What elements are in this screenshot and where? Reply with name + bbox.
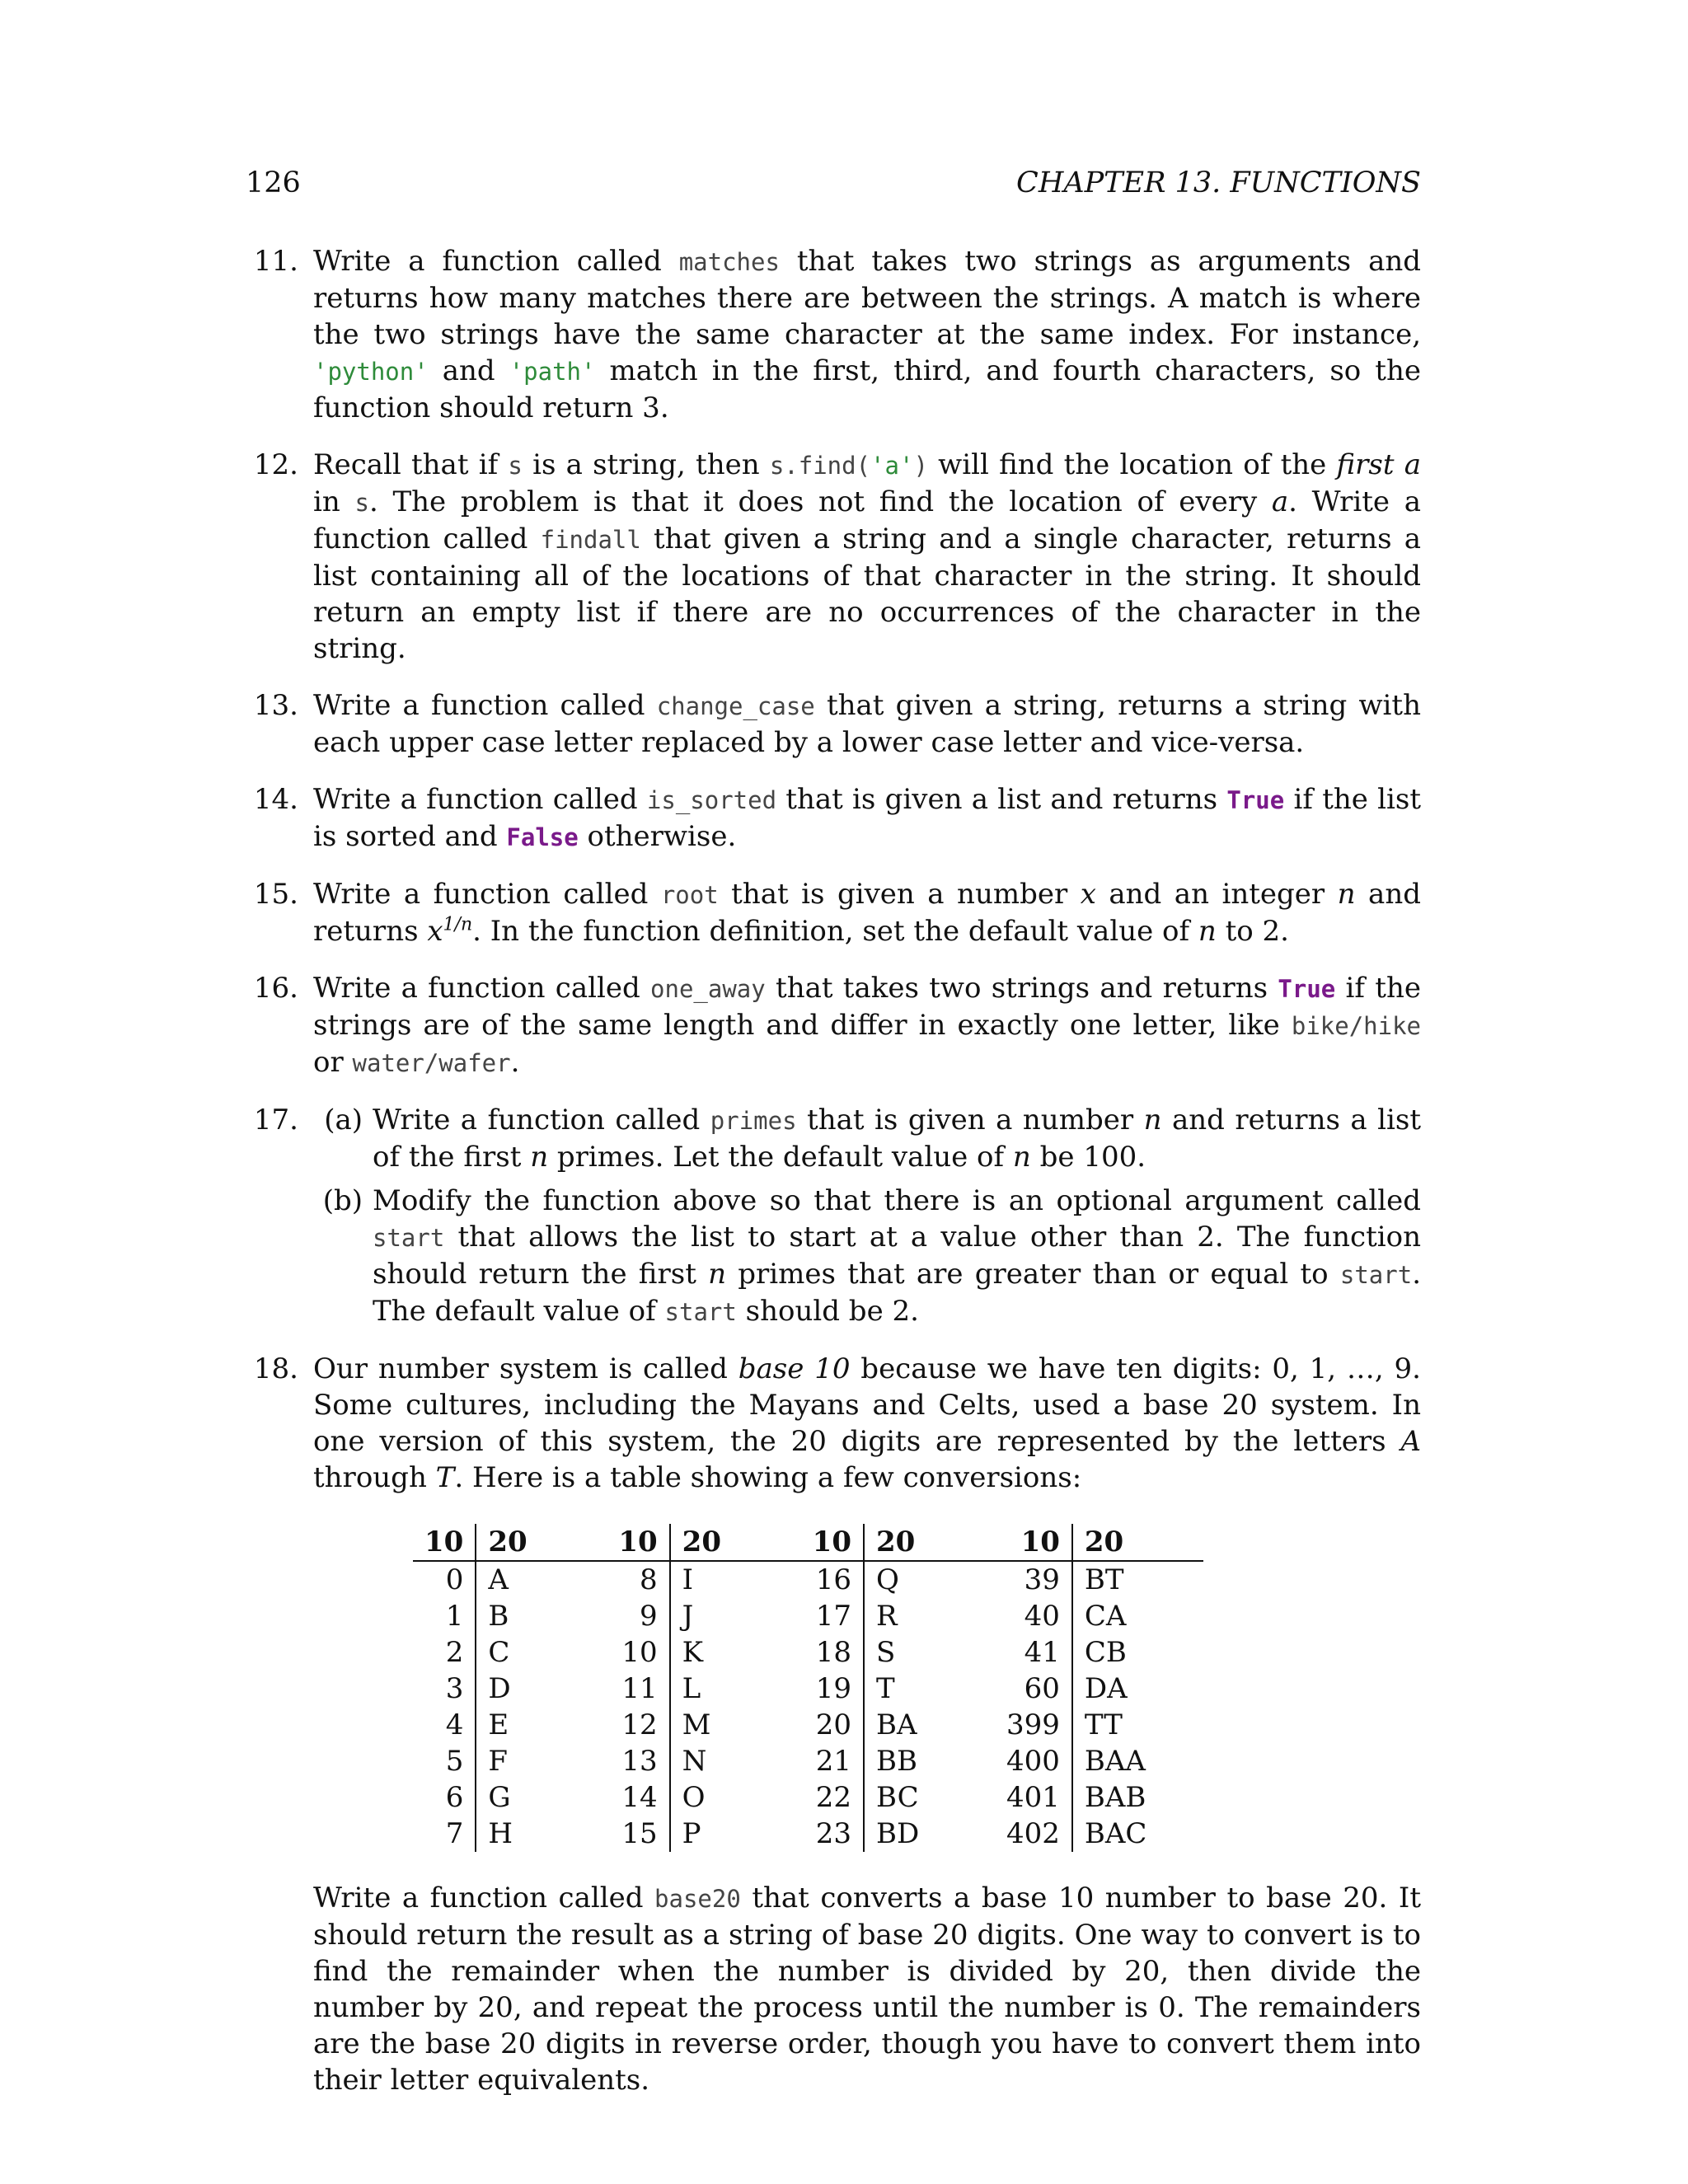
running-head (246, 166, 1421, 199)
table-cell: 60 (995, 1671, 1072, 1707)
exercise-text: . The default value of (373, 1258, 1421, 1328)
exercise-text: be 100. (1030, 1141, 1146, 1174)
emphasis: first a (1336, 448, 1421, 481)
exercise-number: 16. (253, 972, 298, 1005)
table-cell: BAB (1084, 1781, 1146, 1814)
code-one-away: one_away (650, 975, 766, 1003)
table-cell: 3 (413, 1671, 476, 1707)
exercise-text: that is given a number (718, 878, 1081, 911)
exercise-text: if the strings are of the same length and differ in exactly one letter, like (313, 972, 1421, 1042)
exercise-text: and returns (313, 878, 1421, 948)
exercise-17 (246, 1102, 1421, 1330)
exercise-18 (246, 1351, 1421, 2098)
exercise-text: and returns a list of the first (373, 1104, 1421, 1174)
keyword-false: False (506, 823, 579, 851)
exercise-text: Write a function called (313, 689, 657, 722)
table-row (413, 1743, 1203, 1779)
table-cell: G (488, 1781, 511, 1814)
exercise-text: Write a function called (313, 783, 647, 816)
exercise-15 (246, 876, 1421, 949)
exercise-number: 11. (253, 245, 298, 278)
table-cell: BA (875, 1708, 917, 1741)
table-cell: R (875, 1600, 898, 1633)
table-header: 20 (1072, 1524, 1203, 1561)
table-header: 20 (476, 1524, 607, 1561)
exercise-16 (246, 970, 1421, 1081)
table-header: 10 (607, 1524, 669, 1561)
exercise-text: Our number system is called (313, 1352, 738, 1385)
table-cell: 399 (995, 1707, 1072, 1743)
exercise-text: primes that are greater than or equal to (726, 1258, 1340, 1291)
table-cell: P (682, 1817, 701, 1850)
exercise-list (246, 243, 1421, 2119)
table-cell: 21 (801, 1743, 864, 1779)
table-cell: 23 (801, 1816, 864, 1852)
table-cell: 14 (607, 1779, 669, 1816)
exercise-text: if the list is sorted and (313, 783, 1422, 853)
exercise-text: Modify the function above so that there is an optional argument called (373, 1184, 1421, 1217)
table-cell: 6 (413, 1779, 476, 1816)
code-paren: ) (913, 452, 928, 480)
table-cell: H (488, 1817, 513, 1850)
table-row (413, 1779, 1203, 1816)
exercise-text: should be 2. (736, 1295, 919, 1328)
table-cell: BAA (1084, 1745, 1146, 1778)
exercise-number: 17. (253, 1104, 298, 1137)
table-cell: I (682, 1563, 694, 1596)
table-row (413, 1598, 1203, 1634)
table-cell: CB (1084, 1636, 1127, 1669)
code-example: water/wafer (352, 1049, 511, 1077)
table-cell: B (488, 1600, 509, 1633)
exercise-12 (246, 447, 1421, 667)
code-root: root (660, 881, 719, 909)
table-cell: 4 (413, 1707, 476, 1743)
table-cell: 400 (995, 1743, 1072, 1779)
keyword-true: True (1226, 786, 1285, 814)
table-cell: 1 (413, 1598, 476, 1634)
exercise-text: . The problem is that it does not find the location of every (368, 485, 1272, 518)
exercise-text: or (313, 1046, 353, 1079)
table-cell: L (682, 1672, 701, 1705)
exercise-text: Write a function called (313, 972, 651, 1005)
code-is-sorted: is_sorted (646, 786, 777, 814)
table-cell: O (682, 1781, 706, 1814)
table-cell: F (488, 1745, 508, 1778)
code-primes: primes (710, 1107, 797, 1135)
exercise-14 (246, 781, 1421, 855)
table-cell: N (682, 1745, 707, 1778)
exercise-text: otherwise. (578, 820, 737, 853)
table-row (413, 1707, 1203, 1743)
table-cell: 15 (607, 1816, 669, 1852)
math-var: n (1143, 1104, 1162, 1137)
string-literal: 'a' (870, 452, 914, 480)
table-cell: 12 (607, 1707, 669, 1743)
exercise-number: 13. (253, 689, 298, 722)
exercise-13 (246, 687, 1421, 761)
table-header: 20 (670, 1524, 801, 1561)
exercise-text: to 2. (1216, 915, 1289, 948)
subexercise-label: (b) (322, 1184, 363, 1217)
page-number: 126 (246, 166, 301, 199)
table-cell: 5 (413, 1743, 476, 1779)
exercise-11 (246, 243, 1421, 426)
exercise-text: that given a string, returns a string with each upper case letter replaced by a lower case letter and vice-versa. (313, 689, 1421, 759)
exercise-text: and (428, 354, 509, 387)
base-conversion-table (413, 1524, 1203, 1852)
exercise-text: . Write a function called (313, 485, 1421, 555)
exercise-text: that takes two strings as arguments and returns how many matches there are between the strings. A match is where the two strings have the same character at the same index. For instance, (313, 245, 1421, 351)
code-s: s (508, 452, 523, 480)
exercise-text: Write a function called (313, 1882, 655, 1915)
table-header: 10 (413, 1524, 476, 1561)
table-cell: 10 (607, 1634, 669, 1671)
table-cell: A (488, 1563, 509, 1596)
table-cell: M (682, 1708, 711, 1741)
emphasis: base 10 (738, 1352, 851, 1385)
exercise-text: primes. Let the default value of (548, 1141, 1013, 1174)
exercise-text: . In the function definition, set the default value of (472, 915, 1198, 948)
table-cell: TT (1084, 1708, 1123, 1741)
code-start: start (373, 1224, 445, 1252)
exercise-text: through (313, 1461, 436, 1494)
math-exponent: 1/n (443, 914, 473, 935)
exercise-text: and an integer (1095, 878, 1338, 911)
table-cell: 9 (607, 1598, 669, 1634)
table-cell: D (488, 1672, 511, 1705)
table-cell: Q (875, 1563, 899, 1596)
math-var: n (1012, 1141, 1031, 1174)
code-findall: findall (540, 526, 641, 554)
table-cell: BD (875, 1817, 920, 1850)
exercise-number: 14. (253, 783, 298, 816)
table-cell: 22 (801, 1779, 864, 1816)
table-header: 20 (864, 1524, 995, 1561)
table-cell: 39 (995, 1561, 1072, 1598)
exercise-number: 15. (253, 878, 298, 911)
table-row (413, 1816, 1203, 1852)
table-row (413, 1561, 1203, 1598)
exercise-text: that takes two strings and returns (765, 972, 1278, 1005)
math-var: x (1080, 878, 1096, 911)
code-s: s (354, 489, 369, 517)
table-cell: 2 (413, 1634, 476, 1671)
exercise-text: Write a function called (313, 245, 679, 278)
table-cell: 7 (413, 1816, 476, 1852)
table-cell: E (488, 1708, 509, 1741)
exercise-text: Write a function called (313, 878, 661, 911)
table-cell: J (682, 1600, 694, 1633)
exercise-text: will find the location of the (927, 448, 1337, 481)
code-find: s.find( (769, 452, 871, 480)
table-header: 10 (801, 1524, 864, 1561)
chapter-title: CHAPTER 13. FUNCTIONS (1016, 166, 1421, 199)
table-cell: BT (1084, 1563, 1124, 1596)
keyword-true: True (1278, 975, 1336, 1003)
table-cell: K (682, 1636, 704, 1669)
table-cell: S (875, 1636, 896, 1669)
table-cell: DA (1084, 1672, 1128, 1705)
table-body (413, 1561, 1203, 1852)
table-cell: 41 (995, 1634, 1072, 1671)
exercise-text: that given a string and a single character, returns a list containing all of the locations of that character in the string. It should return an empty list if there are no occurrences of the character in the string. (313, 523, 1421, 665)
table-cell: T (875, 1672, 895, 1705)
math-var: A (1400, 1425, 1421, 1458)
exercise-text: . (510, 1046, 520, 1079)
table-cell: 20 (801, 1707, 864, 1743)
table-cell: 17 (801, 1598, 864, 1634)
exercise-text: that converts a base 10 number to base 20. It should return the result as a string of base 20 digits. One way to convert is to find the remainder when the number is divided by 20, then divide the number by 20, and repeat the process until the number is 0. The remainders are the base 20 digits in reverse order, though you have to convert them into their letter equivalents. (313, 1882, 1421, 2097)
table-cell: 18 (801, 1634, 864, 1671)
code-start: start (1339, 1261, 1413, 1289)
math-var: n (708, 1258, 726, 1291)
code-base20: base20 (654, 1885, 741, 1913)
exercise-number: 18. (253, 1352, 298, 1385)
math-var: x (427, 915, 443, 948)
subexercise-label: (a) (324, 1104, 363, 1137)
table-cell: 11 (607, 1671, 669, 1707)
table-cell: 401 (995, 1779, 1072, 1816)
table-cell: 402 (995, 1816, 1072, 1852)
math-var: n (1198, 915, 1217, 948)
code-matches: matches (678, 248, 780, 276)
string-literal: 'python' (313, 358, 429, 386)
table-cell: BAC (1084, 1817, 1147, 1850)
exercise-text: that allows the list to start at a value other than 2. The function should return the first (373, 1221, 1421, 1291)
table-header: 10 (995, 1524, 1072, 1561)
exercise-text: is a string, then (522, 448, 770, 481)
subexercise-a (313, 1102, 1421, 1175)
table-cell: 8 (607, 1561, 669, 1598)
emphasis: a (1271, 485, 1289, 518)
exercise-text: that is given a list and returns (776, 783, 1227, 816)
exercise-text: that is given a number (796, 1104, 1144, 1137)
table-row (413, 1634, 1203, 1671)
exercise-text: in (313, 485, 355, 518)
code-change-case: change_case (656, 692, 815, 720)
exercise-number: 12. (253, 448, 298, 481)
math-var: T (435, 1461, 455, 1494)
table-cell: 0 (413, 1561, 476, 1598)
table-cell: CA (1084, 1600, 1127, 1633)
math-var: n (530, 1141, 549, 1174)
math-var: n (1337, 878, 1356, 911)
table-cell: BB (875, 1745, 917, 1778)
table-row (413, 1671, 1203, 1707)
exercise-intro (313, 1351, 1421, 1496)
table-cell: 19 (801, 1671, 864, 1707)
exercise-text: Write a function called (373, 1104, 710, 1137)
table-cell: 16 (801, 1561, 864, 1598)
exercise-text: Recall that if (313, 448, 509, 481)
exercise-text: because we have ten digits: 0, 1, …, 9. Some cultures, including the Mayans and Celts, used a base 20 system. In one version of this system, the 20 digits are represented by the letters (313, 1352, 1421, 1458)
code-example: bike/hike (1291, 1012, 1421, 1040)
table-header-row (413, 1524, 1203, 1561)
table-cell: BC (875, 1781, 919, 1814)
subexercise-b (313, 1183, 1421, 1330)
exercise-followup (313, 1880, 1421, 2098)
string-literal: 'path' (509, 358, 596, 386)
exercise-text: match in the first, third, and fourth characters, so the function should return 3. (313, 354, 1421, 424)
exercise-text: . Here is a table showing a few conversions: (454, 1461, 1082, 1494)
table-cell: C (488, 1636, 510, 1669)
code-start: start (664, 1298, 737, 1326)
table-cell: 13 (607, 1743, 669, 1779)
table-cell: 40 (995, 1598, 1072, 1634)
